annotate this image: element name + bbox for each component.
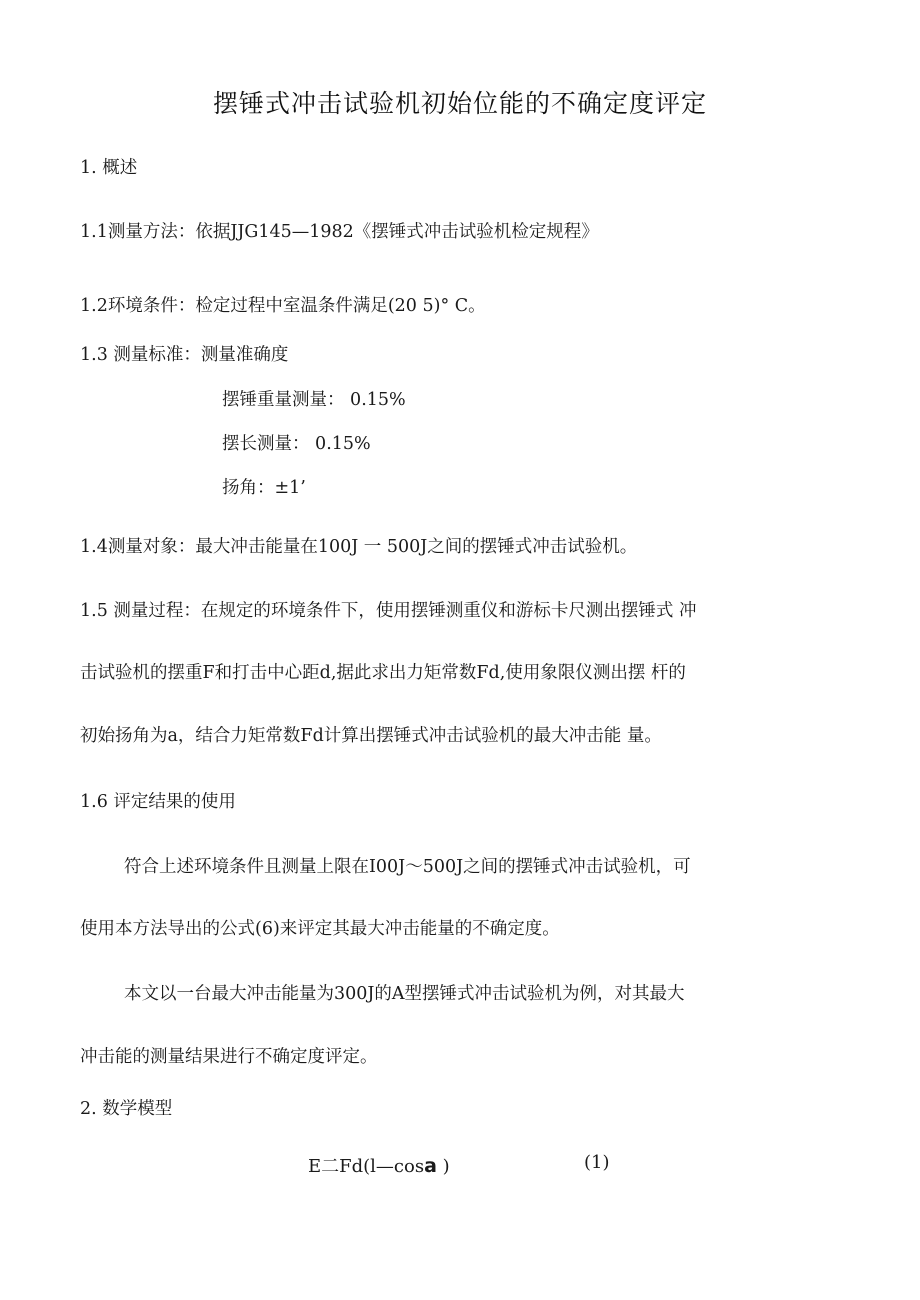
formula-alpha-symbol: a xyxy=(424,1155,437,1177)
standard-item-length: 摆长测量： 0.15% xyxy=(222,434,371,454)
section-1-2: 1.2环境条件：检定过程中室温条件满足(20 5)° C。 xyxy=(80,296,486,316)
section-1-3: 1.3 测量标准：测量准确度 xyxy=(80,345,289,365)
section-1-6: 1.6 评定结果的使用 xyxy=(80,792,236,812)
formula-lhs: E二Fd(l—cos xyxy=(308,1156,425,1177)
paragraph-1-line-1: 符合上述环境条件且测量上限在I00J〜500J之间的摆锤式冲击试验机，可 xyxy=(124,857,691,877)
standard-item-weight: 摆锤重量测量： 0.15% xyxy=(222,390,406,410)
formula-close: ) xyxy=(436,1156,450,1177)
section-2-heading: 2. 数学模型 xyxy=(80,1099,173,1119)
section-1-5-line-1: 1.5 测量过程：在规定的环境条件下，使用摆锤测重仪和游标卡尺测出摆锤式 冲 xyxy=(80,601,697,621)
formula-equation xyxy=(308,1152,450,1178)
standard-item-angle: 扬角：±1’ xyxy=(222,478,306,498)
section-1-1: 1.1测量方法：依据JJG145—1982《摆锤式冲击试验机检定规程》 xyxy=(80,222,599,242)
section-1-heading: 1. 概述 xyxy=(80,158,138,178)
paragraph-1-line-2: 使用本方法导出的公式(6)来评定其最大冲击能量的不确定度。 xyxy=(80,919,560,939)
section-1-5-line-2: 击试验机的摆重F和打击中心距d,据此求出力矩常数Fd,使用象限仪测出摆 杆的 xyxy=(80,663,686,683)
section-1-5-line-3: 初始扬角为a，结合力矩常数Fd计算出摆锤式冲击试验机的最大冲击能 量。 xyxy=(80,726,662,746)
document-title: 摆锤式冲击试验机初始位能的不确定度评定 xyxy=(212,89,707,118)
paragraph-2-line-1: 本文以一台最大冲击能量为300J的A型摆锤式冲击试验机为例，对其最大 xyxy=(124,984,685,1004)
section-1-4: 1.4测量对象：最大冲击能量在100J 一 500J之间的摆锤式冲击试验机。 xyxy=(80,537,638,557)
formula-number: (1) xyxy=(584,1152,610,1173)
paragraph-2-line-2: 冲击能的测量结果进行不确定度评定。 xyxy=(80,1047,378,1067)
